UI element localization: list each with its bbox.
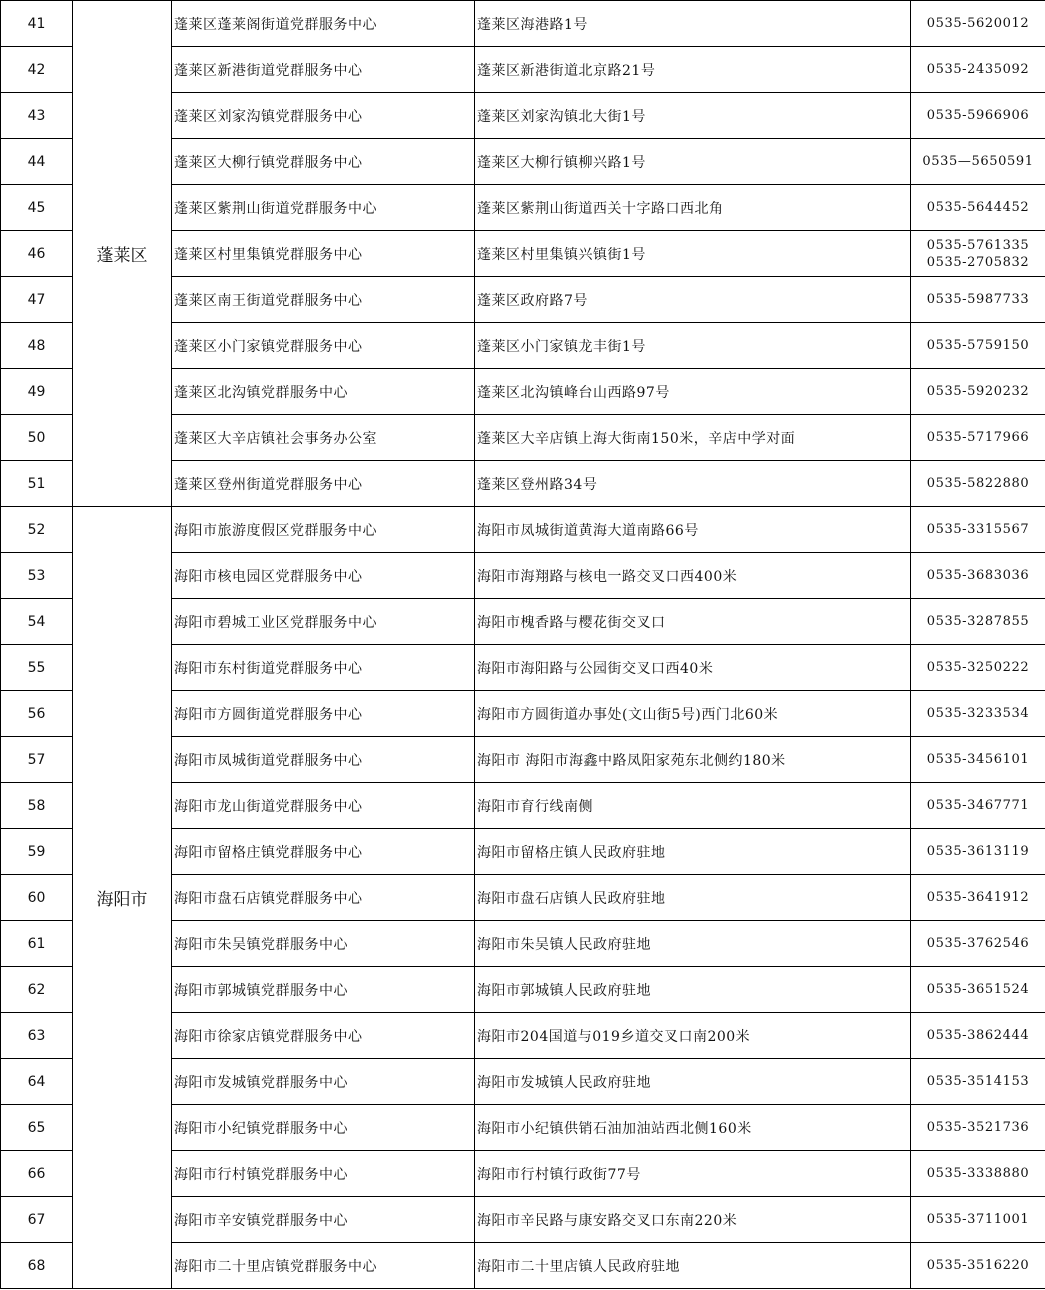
center-address: 蓬莱区大辛店镇上海大街南150米，辛店中学对面 — [475, 415, 911, 461]
center-name: 蓬莱区新港街道党群服务中心 — [172, 47, 475, 93]
table-row — [1, 1, 1045, 47]
row-number: 67 — [1, 1197, 73, 1243]
row-number: 57 — [1, 737, 73, 783]
phone-cell — [911, 875, 1045, 921]
center-address: 海阳市二十里店镇人民政府驻地 — [475, 1243, 911, 1289]
phone-number: 0535-5644452 — [926, 200, 1030, 215]
center-address: 蓬莱区政府路7号 — [475, 277, 911, 323]
phone-number: 0535-3651524 — [926, 982, 1030, 997]
row-number: 61 — [1, 921, 73, 967]
center-address: 海阳市海翔路与核电一路交叉口西400米 — [475, 553, 911, 599]
center-name: 蓬莱区刘家沟镇党群服务中心 — [172, 93, 475, 139]
center-name: 蓬莱区村里集镇党群服务中心 — [172, 231, 475, 277]
row-number: 42 — [1, 47, 73, 93]
center-address: 蓬莱区海港路1号 — [475, 1, 911, 47]
center-name: 海阳市旅游度假区党群服务中心 — [172, 507, 475, 553]
row-number: 56 — [1, 691, 73, 737]
phone-number: 0535-3862444 — [926, 1028, 1030, 1043]
phone-cell — [911, 323, 1045, 369]
phone-number: 0535-3711001 — [926, 1212, 1030, 1227]
row-number: 58 — [1, 783, 73, 829]
phone-cell — [911, 737, 1045, 783]
center-address: 海阳市凤城街道黄海大道南路66号 — [475, 507, 911, 553]
center-address: 海阳市方圆街道办事处(文山街5号)西门北60米 — [475, 691, 911, 737]
center-name: 海阳市留格庄镇党群服务中心 — [172, 829, 475, 875]
district-cell: 海阳市 — [73, 507, 172, 1289]
center-name: 海阳市方圆街道党群服务中心 — [172, 691, 475, 737]
center-name: 海阳市盘石店镇党群服务中心 — [172, 875, 475, 921]
center-address: 海阳市行村镇行政街77号 — [475, 1151, 911, 1197]
phone-number: 0535-3287855 — [926, 614, 1030, 629]
row-number: 59 — [1, 829, 73, 875]
phone-cell — [911, 783, 1045, 829]
phone-number: 0535-5920232 — [926, 384, 1030, 399]
phone-number: 0535-3467771 — [926, 798, 1030, 813]
center-name: 蓬莱区大辛店镇社会事务办公室 — [172, 415, 475, 461]
phone-number: 0535-3521736 — [926, 1120, 1030, 1135]
center-name: 海阳市小纪镇党群服务中心 — [172, 1105, 475, 1151]
center-address: 海阳市204国道与019乡道交叉口南200米 — [475, 1013, 911, 1059]
center-address: 蓬莱区登州路34号 — [475, 461, 911, 507]
center-address: 海阳市留格庄镇人民政府驻地 — [475, 829, 911, 875]
center-name: 蓬莱区南王街道党群服务中心 — [172, 277, 475, 323]
phone-number: 0535-3250222 — [926, 660, 1030, 675]
phone-cell — [911, 277, 1045, 323]
phone-number: 0535-5987733 — [926, 292, 1030, 307]
phone-number: 0535-5966906 — [926, 108, 1030, 123]
center-name: 海阳市行村镇党群服务中心 — [172, 1151, 475, 1197]
center-name: 蓬莱区大柳行镇党群服务中心 — [172, 139, 475, 185]
center-address: 海阳市小纪镇供销石油加油站西北侧160米 — [475, 1105, 911, 1151]
center-name: 海阳市二十里店镇党群服务中心 — [172, 1243, 475, 1289]
row-number: 49 — [1, 369, 73, 415]
center-name: 海阳市辛安镇党群服务中心 — [172, 1197, 475, 1243]
phone-number: 0535-2705832 — [926, 254, 1030, 270]
row-number: 47 — [1, 277, 73, 323]
center-address: 蓬莱区大柳行镇柳兴路1号 — [475, 139, 911, 185]
row-number: 66 — [1, 1151, 73, 1197]
phone-cell — [911, 231, 1045, 277]
row-number: 53 — [1, 553, 73, 599]
table-body — [1, 1, 1045, 1289]
phone-number: 0535-3613119 — [926, 844, 1030, 859]
phone-cell — [911, 553, 1045, 599]
row-number: 64 — [1, 1059, 73, 1105]
center-name: 海阳市郭城镇党群服务中心 — [172, 967, 475, 1013]
center-address: 海阳市海阳路与公园街交叉口西40米 — [475, 645, 911, 691]
center-address: 海阳市发城镇人民政府驻地 — [475, 1059, 911, 1105]
phone-number: 0535-5759150 — [926, 338, 1030, 353]
phone-cell — [911, 1105, 1045, 1151]
phone-cell — [911, 829, 1045, 875]
center-address: 海阳市槐香路与樱花街交叉口 — [475, 599, 911, 645]
phone-cell — [911, 691, 1045, 737]
phone-number: 0535-3456101 — [926, 752, 1030, 767]
row-number: 54 — [1, 599, 73, 645]
row-number: 45 — [1, 185, 73, 231]
center-name: 蓬莱区登州街道党群服务中心 — [172, 461, 475, 507]
center-name: 海阳市朱吴镇党群服务中心 — [172, 921, 475, 967]
row-number: 65 — [1, 1105, 73, 1151]
phone-cell — [911, 139, 1045, 185]
center-address: 海阳市辛民路与康安路交叉口东南220米 — [475, 1197, 911, 1243]
table-row — [1, 507, 1045, 553]
center-address: 海阳市郭城镇人民政府驻地 — [475, 967, 911, 1013]
center-name: 海阳市发城镇党群服务中心 — [172, 1059, 475, 1105]
phone-cell — [911, 369, 1045, 415]
center-name: 海阳市东村街道党群服务中心 — [172, 645, 475, 691]
center-address: 蓬莱区新港街道北京路21号 — [475, 47, 911, 93]
center-address: 海阳市 海阳市海鑫中路凤阳家苑东北侧约180米 — [475, 737, 911, 783]
center-name: 蓬莱区北沟镇党群服务中心 — [172, 369, 475, 415]
center-name: 海阳市碧城工业区党群服务中心 — [172, 599, 475, 645]
row-number: 52 — [1, 507, 73, 553]
center-address: 蓬莱区刘家沟镇北大街1号 — [475, 93, 911, 139]
phone-cell — [911, 967, 1045, 1013]
phone-number: 0535—5650591 — [922, 154, 1034, 169]
phone-cell — [911, 47, 1045, 93]
center-address: 蓬莱区村里集镇兴镇街1号 — [475, 231, 911, 277]
row-number: 41 — [1, 1, 73, 47]
row-number: 55 — [1, 645, 73, 691]
phone-number: 0535-5620012 — [926, 16, 1030, 31]
row-number: 44 — [1, 139, 73, 185]
phone-cell — [911, 645, 1045, 691]
phone-number: 0535-3683036 — [926, 568, 1030, 583]
phone-cell — [911, 1059, 1045, 1105]
center-address: 海阳市育行线南侧 — [475, 783, 911, 829]
center-address: 海阳市朱吴镇人民政府驻地 — [475, 921, 911, 967]
center-name: 海阳市核电园区党群服务中心 — [172, 553, 475, 599]
center-name: 海阳市龙山街道党群服务中心 — [172, 783, 475, 829]
row-number: 46 — [1, 231, 73, 277]
phone-cell — [911, 461, 1045, 507]
center-address: 蓬莱区北沟镇峰台山西路97号 — [475, 369, 911, 415]
phone-cell — [911, 1013, 1045, 1059]
center-name: 蓬莱区紫荆山街道党群服务中心 — [172, 185, 475, 231]
center-name: 海阳市徐家店镇党群服务中心 — [172, 1013, 475, 1059]
phone-number: 0535-5717966 — [926, 430, 1030, 445]
phone-number: 0535-3233534 — [926, 706, 1030, 721]
row-number: 68 — [1, 1243, 73, 1289]
row-number: 62 — [1, 967, 73, 1013]
phone-number: 0535-3762546 — [926, 936, 1030, 951]
phone-cell — [911, 93, 1045, 139]
row-number: 63 — [1, 1013, 73, 1059]
phone-number: 0535-3641912 — [926, 890, 1030, 905]
phone-cell — [911, 1197, 1045, 1243]
center-name: 海阳市凤城街道党群服务中心 — [172, 737, 475, 783]
center-address: 蓬莱区紫荆山街道西关十字路口西北角 — [475, 185, 911, 231]
phone-cell — [911, 415, 1045, 461]
district-cell: 蓬莱区 — [73, 1, 172, 507]
phone-number: 0535-5761335 — [926, 237, 1030, 253]
center-address: 蓬莱区小门家镇龙丰街1号 — [475, 323, 911, 369]
phone-cell — [911, 921, 1045, 967]
row-number: 48 — [1, 323, 73, 369]
row-number: 50 — [1, 415, 73, 461]
row-number: 60 — [1, 875, 73, 921]
phone-cell — [911, 599, 1045, 645]
phone-number: 0535-3315567 — [926, 522, 1030, 537]
phone-cell — [911, 1243, 1045, 1289]
phone-cell — [911, 1, 1045, 47]
center-name: 蓬莱区小门家镇党群服务中心 — [172, 323, 475, 369]
row-number: 51 — [1, 461, 73, 507]
phone-cell — [911, 1151, 1045, 1197]
center-name: 蓬莱区蓬莱阁街道党群服务中心 — [172, 1, 475, 47]
phone-cell — [911, 507, 1045, 553]
phone-number: 0535-3514153 — [926, 1074, 1030, 1089]
phone-number: 0535-2435092 — [926, 62, 1030, 77]
row-number: 43 — [1, 93, 73, 139]
phone-number: 0535-3516220 — [926, 1258, 1030, 1273]
phone-number: 0535-5822880 — [926, 476, 1030, 491]
phone-number: 0535-3338880 — [926, 1166, 1030, 1181]
phone-cell — [911, 185, 1045, 231]
center-address: 海阳市盘石店镇人民政府驻地 — [475, 875, 911, 921]
